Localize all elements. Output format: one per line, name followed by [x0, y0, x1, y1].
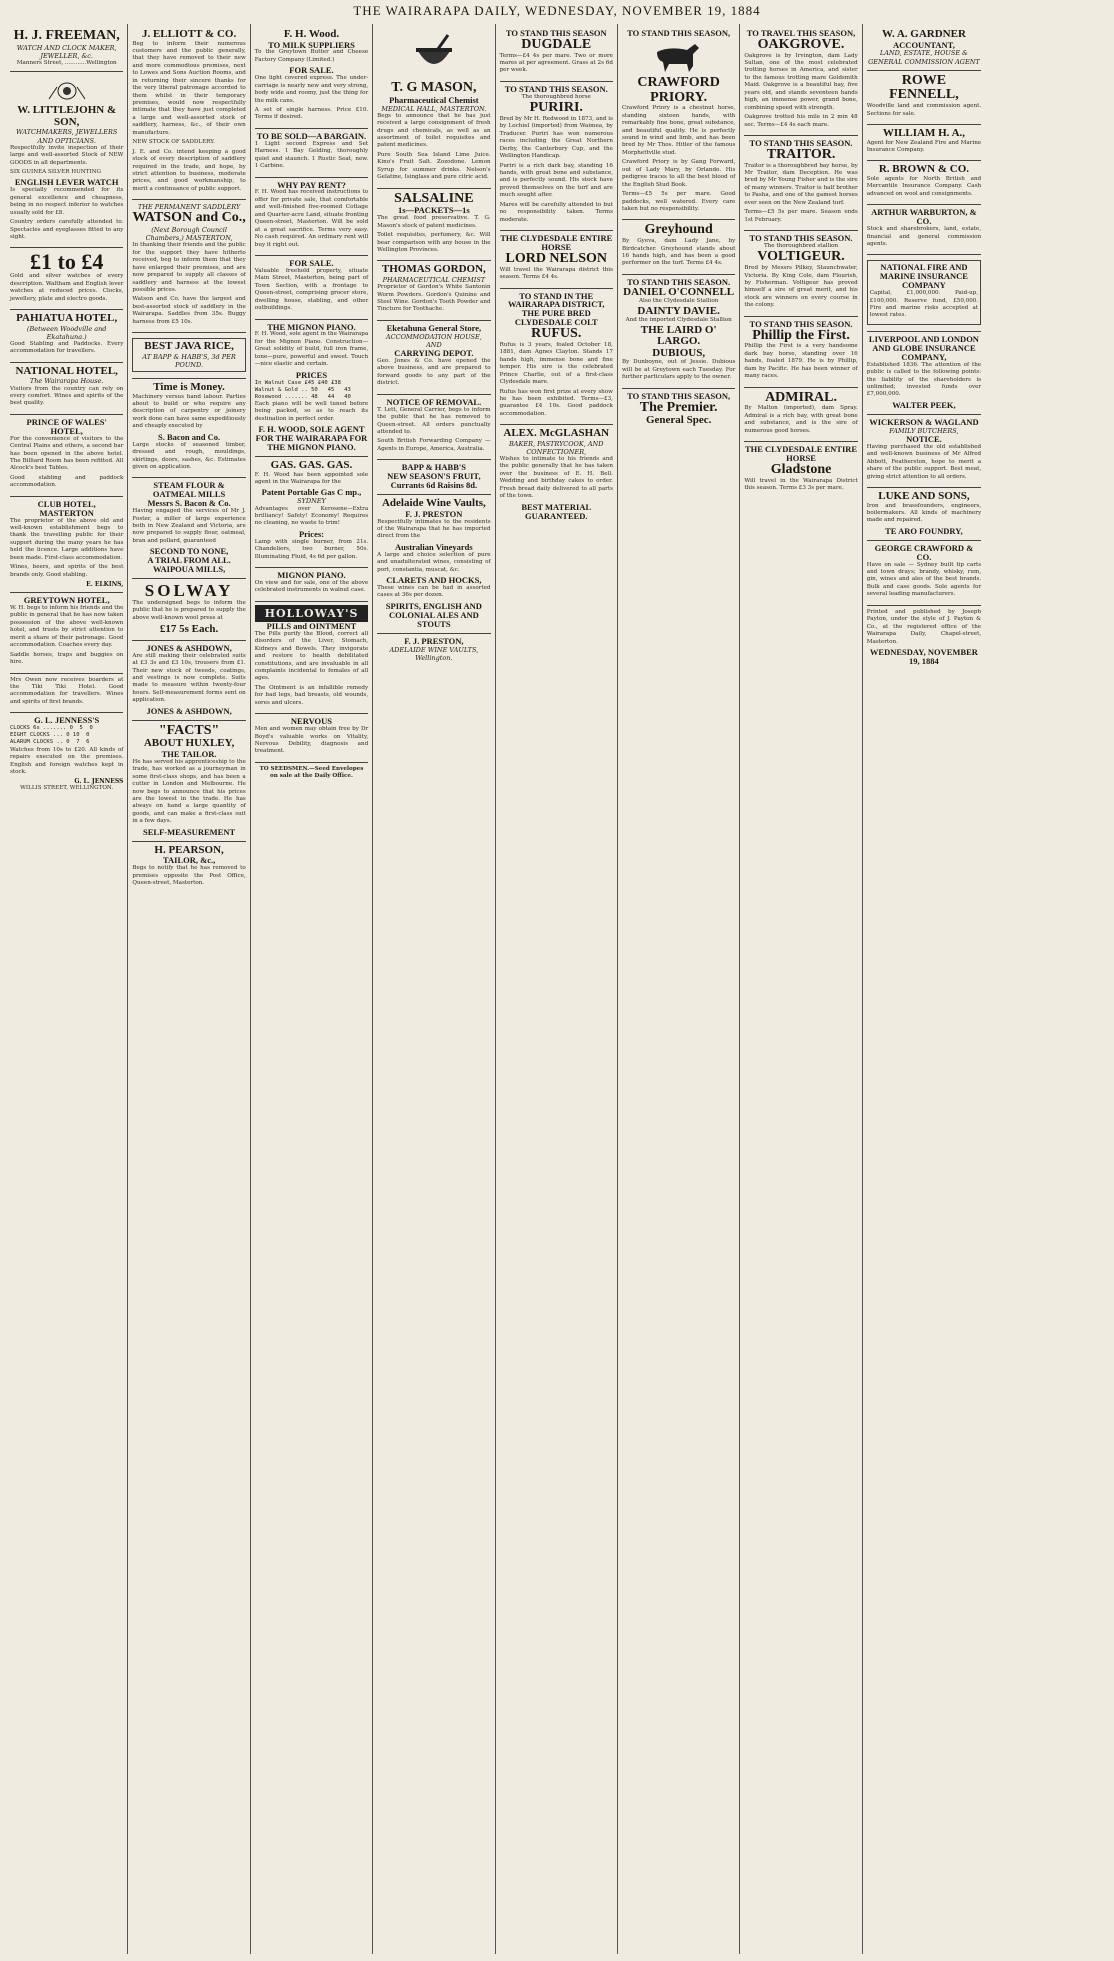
ad-mignon2: [255, 568, 368, 602]
ad-heading: CRAWFORD PRIORY.: [637, 74, 720, 105]
ad-heading: SELF-MEASUREMENT: [143, 826, 236, 837]
ad-body-text: TO SEEDSMEN.—Seed Envelopes on sale at the Daily Office.: [259, 765, 364, 780]
ad-body-text: F. H. Wood has been appointed sole agent in the Wairarapa for the: [254, 471, 369, 486]
ad-elliott: [132, 26, 245, 200]
ad-littlejohn: [10, 72, 123, 248]
ad-heading: WATSON and Co.,: [132, 210, 246, 226]
ad-adelaide: [377, 495, 490, 634]
ad-prince: [10, 415, 123, 497]
ad-heading: T. G MASON,: [391, 80, 477, 95]
ad-heading: PRICES: [295, 369, 328, 380]
ad-crawford-co: [867, 541, 981, 606]
ad-body-text: Good Stabling and Paddocks. Every accommodation for travellers.: [10, 341, 124, 355]
ad-body-text: Gold and silver watches of every description. Waltham and English lever watches at reduced prices. Clocks, jewellery, plate and electro goods.: [10, 273, 124, 302]
ad-brown: [867, 161, 981, 205]
ad-watson: [132, 200, 245, 333]
ad-subheading: FAMILY BUTCHERS,: [889, 426, 959, 435]
ad-body-text: The Pills purify the Blood, correct all disorders of the Liver, Stomach, Kidneys and Bowels. They invigorate and restore to health debilitated constitutions, and are invaluable in all complaints incidental to females of all ages. The Ointment is an infallible remedy for bad legs, bad breasts, old wounds, sores and ulcers.: [254, 630, 369, 706]
ad-body-text: Respectfully invite inspection of their large and well-assorted Stock of NEW GOODS in all departments. SIX GUINEA SILVER HUNTING: [10, 144, 124, 176]
ad-voltigeur: [744, 231, 857, 317]
ad-body-text: Sole agents for North British and Mercantile Insurance Company. Cash advanced on wool and consignments.: [866, 175, 982, 197]
ad-body-text: Large stocks of seasoned timber, dressed and rough, mouldings, skirtings, doors, sashes, &c. Estimates given on application.: [132, 441, 246, 470]
ad-gardner: [867, 26, 981, 71]
ad-heading: STEAM FLOUR & OATMEAL MILLS: [152, 480, 226, 500]
ad-subheading: WATCH AND CLOCK MAKER, JEWELLER, &c.: [16, 43, 117, 60]
ad-body-text: The undersigned begs to inform the public that he is prepared to supply the above well-known wool press at: [132, 599, 246, 621]
ad-heading: NEW SEASON'S FRUIT,: [387, 471, 481, 482]
ad-body-text: Men and women may obtain free by Dr Boyd's valuable works on Vitality, Nervous Debility, diagnosis and treatment.: [254, 726, 369, 755]
ad-heading: LORD NELSON: [505, 250, 608, 266]
ad-body-text: Agent for New Zealand Fire and Marine Insurance Company.: [866, 139, 982, 153]
ad-oakgrove: [744, 26, 857, 136]
ad-preston: [377, 634, 490, 666]
ad-gordon: [377, 261, 490, 320]
ad-body-text: By Dunboyne, out of Jessie. Dubious will be at Greytown each Tuesday. For further particulars apply to the owner.: [621, 359, 736, 381]
ad-heading: F. J. PRESTON: [405, 508, 463, 519]
ad-freeman: [10, 26, 123, 72]
ad-heading: RUFUS.: [531, 326, 582, 342]
ad-heading: TO STAND THIS SEASON.: [749, 233, 853, 244]
column-6: [618, 24, 740, 1954]
ad-body-text: Valuable freehold property, situate Main Street, Masterton, being part of Town Section, with a frontage to Queen-street, comprising grocer store, dwelling house, stabling, and other outbuildings.: [254, 267, 369, 312]
ad-heading: TO STAND THIS SEASON.: [627, 276, 731, 287]
ad-body-text: Iron and brassfounders, engineers, boilermakers. All kinds of machinery made and repaired.: [866, 502, 982, 524]
ad-body-text: By Malton (imported), dam Spray. Admiral is a rich bay, with great bone and substance, and is the sire of numerous good horses.: [744, 405, 858, 434]
ad-signature: E. ELKINS,: [86, 581, 124, 589]
ad-heading: LUKE AND SONS,: [878, 489, 970, 502]
ad-body-text: Oakgrove is by Irvington, dam Lady Sultan, one of the most celebrated trotting horses in America, and sister to the famous trotting mare Goldsmith Maid. Oakgrove is a beautiful bay, five years old, and stands seventeen hands high, an immense power, grand bone, combining speed with strength. Oakgrove trotted his mile in 2 min 48 sec. Terms—£4 4s each mare.: [744, 52, 858, 128]
price-table: In Walnut Case £45 £40 £38 Walnut & Gold .. 50 45 43 Rosewood ....... 48 44 40: [254, 379, 351, 400]
ad-heading: DANIEL O'CONNELL: [623, 285, 735, 298]
ad-body-text: Proprietor of Gordon's White Santonin Worm Powders. Gordon's Quinine and Steel Wine. Gordon's Tooth Powder and Tincture for Toothache.: [377, 284, 491, 313]
ad-heading: WALTER PEEK,: [892, 399, 956, 410]
ad-body-text: Will travel the Wairarapa district this season. Terms £4 4s.: [499, 266, 613, 281]
ad-body-text: Traitor is a thoroughbred bay horse, by Mr Traitor, dam Deception. He was bred by Mr Young Fisher and is the sire of many winners. Traitor is half brother to Pasha, and one of the gamest horses ever seen on the New Zealand turf. Terms—£5 5s per mare. Season ends 1st February.: [744, 162, 858, 223]
ad-greytown: [10, 593, 123, 673]
ad-body-text: Visitors from the country can rely on every comfort. Wines and spirits of the best quality.: [10, 385, 124, 407]
ad-heading: NERVOUS: [290, 716, 333, 727]
ad-body-text: Also the Clydesdale Stallion: [638, 298, 719, 305]
ad-subheading: MEDICAL HALL, MASTERTON.: [381, 104, 487, 113]
ad-kicker: THE PERMANENT SADDLERY: [137, 203, 241, 212]
ad-body-text: These wines can be had in assorted cases at 36s per dozen.: [377, 584, 491, 599]
columns: [6, 24, 1108, 1954]
ad-luke: [867, 488, 981, 541]
ad-heading: PAHIATUA HOTEL,: [16, 312, 118, 325]
ad-heading: F. H. Wood.: [283, 28, 340, 40]
ad-heading: BEST JAVA RICE,: [144, 340, 234, 353]
ad-rowe: [867, 71, 981, 125]
ad-heading: Australian Vineyards: [395, 541, 473, 552]
ad-club: [10, 497, 123, 593]
ad-heading: JONES & ASHDOWN,: [146, 705, 232, 716]
ad-heading: TO STAND THIS SEASON.: [749, 318, 853, 329]
ad-subheading: AT BAPP & HABB'S, 3d PER POUND.: [142, 352, 236, 369]
ad-body-text: Woodville land and commission agent. Sections for sale.: [866, 103, 982, 117]
price-list: CLOCKS 6s ....... 0 5 0 EIGHT CLOCKS ... 0 10 0 ALARUM CLOCKS .. 0 7 6: [10, 725, 93, 746]
ad-subheading: BAKER, PASTRYCOOK, AND CONFECTIONER,: [509, 439, 604, 456]
ad-body-text: Capital, £1,000,000. Paid-up, £100,000. Reserve fund, £50,000. Fire and marine risks accepted at lowest rates.: [869, 290, 979, 319]
ad-imprint: [867, 606, 981, 670]
ad-phillip: [744, 317, 857, 388]
ad-heading: Time is Money.: [153, 380, 225, 393]
ad-body-text: W. H. begs to inform his friends and the public in general that he has now taken possession of the above well-known hotel, and trusts by strict attention to merit a share of their patronage. Good accommodation. Coaches every day. Saddle horses, traps and buggies on hire.: [10, 605, 124, 666]
ad-holloway: [255, 602, 368, 714]
ad-heading: SECOND TO NONE,: [149, 546, 229, 557]
ad-heading: J. ELLIOTT & CO.: [141, 28, 237, 40]
ad-national-fire: [867, 255, 981, 332]
ad-heading: THOMAS GORDON,: [381, 263, 486, 276]
ad-signature: G. L. JENNESS: [74, 778, 124, 786]
ad-heading: ROWE FENNELL,: [889, 72, 959, 103]
ad-body-text: The thoroughbred stallion: [763, 243, 839, 250]
ad-heading: W. LITTLEJOHN & SON,: [17, 104, 117, 128]
ad-heading: DUBIOUS,: [652, 346, 706, 359]
ad-wickerson: [867, 415, 981, 488]
ad-body-text: To the Greytown Butter and Cheese Factory Company (Limited.): [254, 49, 369, 63]
column-8: [863, 24, 985, 1954]
ad-wood-milk: [255, 26, 368, 129]
ad-heading: Phillip the First.: [752, 327, 850, 343]
ad-body-text: On view and for sale, one of the above celebrated instruments in walnut case.: [254, 580, 369, 594]
column-2: [128, 24, 250, 1954]
ad-premier: [622, 389, 735, 431]
ad-heading: ARTHUR WARBURTON, & CO.: [871, 207, 977, 227]
ad-traitor: [744, 136, 857, 231]
ad-dugdale: [500, 26, 613, 82]
ad-rent: [255, 178, 368, 256]
ad-body-text: The thoroughbred horse: [521, 93, 591, 100]
ad-heading: F. J. PRESTON,: [404, 635, 464, 646]
ad-body-text: F. H. Wood, sole agent in the Wairarapa for the Mignon Piano. Construction—Great solidity of build, full iron frame, tone—pure, powerful and sweet. Touch—nice elastic and certain.: [254, 331, 369, 368]
ad-heading: ADMIRAL.: [765, 389, 838, 405]
ad-heading: FOR SALE.: [289, 257, 334, 268]
ad-waipoua: [132, 478, 245, 579]
ad-body-text: Is specially recommended for its general excellence and cheapness, being in no respect inferior to watches usually sold for £8. Country orders carefully attended to. Spectacles and eyeglasses fitted to any sight.: [10, 187, 124, 241]
ad-heading: LIVERPOOL AND LONDON AND GLOBE INSURANCE COMPANY,: [868, 333, 979, 362]
ad-heading: TO STAND THIS SEASON,: [627, 390, 731, 401]
ad-williams: [867, 125, 981, 161]
ad-heading: WICKERSON & WAGLAND: [869, 416, 979, 427]
ad-heading: ENGLISH LEVER WATCH: [14, 177, 119, 188]
ad-jenness: [10, 713, 123, 797]
ad-heading: Currants 6d Raisins 8d.: [390, 480, 478, 491]
ad-heading: "FACTS": [158, 722, 220, 738]
royal-arms-icon: [47, 79, 87, 101]
ad-heading: THE CLYDESDALE ENTIRE HORSE: [500, 233, 613, 253]
ad-heading: BAPP & HABB'S: [401, 462, 466, 473]
ad-heading: GAS. GAS. GAS.: [270, 459, 353, 472]
ad-heading: NATIONAL FIRE AND MARINE INSURANCE COMPANY: [879, 262, 968, 291]
ad-heading: WHY PAY RENT?: [277, 179, 346, 190]
ad-heading: ACCOUNTANT,: [893, 39, 955, 50]
ad-body-text: For the convenience of visitors to the Central Plains and others, a second bar has been opened in the above hotel. The Billiard Room has been refitted. All Alcock's best Tables. Good stabling and paddock accommodation.: [10, 435, 124, 489]
ad-subheading: WATCHMAKERS, JEWELLERS AND OPTICIANS.: [16, 128, 118, 145]
ad-heading: R. BROWN & CO.: [878, 163, 969, 176]
column-1: [6, 24, 128, 1954]
ad-heading: TO STAND THIS SEASON: [505, 28, 607, 38]
ad-eketahuna: [377, 321, 490, 395]
ad-body-text: And the imported Clydesdale Stallion: [625, 317, 732, 324]
ad-body-text: Respectfully intimates to the residents of the Wairarapa that he has imported direct from the: [377, 518, 491, 540]
column-5: [496, 24, 618, 1954]
ad-subheading: (Between Woodville and Ekatahuna.): [26, 324, 107, 341]
ad-subheading: (Next Borough Council Chambers,) MASTERTON,: [145, 226, 233, 243]
ad-heading: H. PEARSON,: [154, 843, 224, 856]
ad-heading: The Premier.: [639, 399, 718, 415]
ad-heading: CLUB HOTEL, MASTERTON: [37, 498, 96, 518]
ad-heading: Eketahuna General Store,: [386, 322, 482, 333]
ad-nervous: [255, 714, 368, 763]
ad-body-text: Are still making their celebrated suits at £3 3s and £3 10s, trousers from £1. Their new stock of tweeds, coatings, and vestings is now complete. Suits made to measure within twenty-four hours. Self-measurement forms sent on application.: [132, 652, 246, 704]
ad-subheading: The Wairarapa House.: [29, 377, 104, 386]
ad-body-text: Printed and published by Joseph Payton, under the style of J. Payton & Co., at the registered office of the Wairarapa Daily, Chapel-street, Masterton.: [866, 608, 982, 645]
ad-heading: THE MIGNON PIANO.: [267, 321, 356, 332]
ad-heading: Prices:: [298, 528, 324, 539]
ad-heading: Messrs S. Bacon & Co.: [147, 498, 231, 509]
ad-heading: TRAITOR.: [766, 146, 836, 162]
ad-body-text: Mrs Owen now receives boarders at the Tiki Tiki Hotel. Good accommodation for travellers. Wines and spirits of first brands.: [10, 676, 124, 705]
ad-heading: GEORGE CRAWFORD & CO.: [874, 542, 974, 562]
masthead: THE WAIRARAPA DAILY, WEDNESDAY, NOVEMBER 19, 1884: [353, 3, 761, 18]
ad-body-text: Stock and sharebrokers, land, estate, financial and general commission agents.: [866, 226, 982, 247]
ad-heading: TO BE SOLD—A BARGAIN.: [256, 130, 367, 141]
ad-heading: THE LAIRD O' LARGO.: [640, 323, 717, 348]
ad-seedsmen: [255, 763, 368, 785]
ad-mason: [377, 26, 490, 189]
ad-body-text: Bred by Mr H. Redwood in 1873, and is by Lochiel (imported) from Waimea, by Traducer. Puriri has won numerous races including the Great Northern Derby, the Canterbury Cup, and the Wellington Handicap. Puriri is a rich dark bay, standing 16 hands, with great bone and substance, and is perfectly sound. His stock have proved themselves on the turf and are much sought after. Mares will be carefully attended to but no responsibility taken. Terms moderate.: [499, 115, 613, 223]
ad-heading: Pharmaceutical Chemist: [389, 94, 479, 105]
ad-bargain: [255, 129, 368, 178]
ad-heading: G. L. JENNESS'S: [34, 715, 100, 726]
ad-liverpool: [867, 332, 981, 415]
ad-freehold: [255, 256, 368, 320]
ad-heading: Greyhound: [644, 222, 713, 238]
mortar-pestle-icon: [412, 33, 456, 77]
bordered-box: [867, 260, 981, 325]
ad-heading: THE TAILOR.: [161, 748, 217, 759]
ad-body-text: Established 1836. The attention of the public is called to the following points: the liability of the shareholders is unlimited; invested funds over £7,000,000.: [866, 361, 982, 398]
ad-heading: 1s—PACKETS—1s: [398, 205, 470, 216]
ad-solway: [132, 579, 245, 641]
ad-heading: CLARETS AND HOCKS,: [386, 575, 482, 586]
column-7: [740, 24, 862, 1954]
ad-body-text: The great food preservative. T. G. Mason's stock of patent medicines. Toilet requisites, perfumery, &c. Will bear comparison with any house in the Wellington Provinces.: [377, 215, 491, 254]
ad-subheading: PHARMACEUTICAL CHEMIST: [382, 276, 486, 285]
ad-heading: A TRIAL FROM ALL.: [147, 555, 231, 566]
ad-banner: HOLLOWAY'S: [255, 605, 368, 622]
column-3: [251, 24, 373, 1954]
ad-heading: General Spec.: [645, 414, 712, 427]
ad-heading: PILLS and OINTMENT: [266, 620, 357, 631]
ad-subheading: LAND, ESTATE, HOUSE & GENERAL COMMISSION AGENT: [868, 49, 980, 66]
ad-body-text: Begs to announce that he has just received a large consignment of fresh drugs and chemicals, as well as an assortment of toilet requisites and patent medicines. Pure South Sea Island Lime Juice. Kino's Fruit Salt. Zozodone. Lemon Syrup for summer drinks. Nelson's Gelatine, Isinglass and pure citric acid.: [377, 112, 491, 181]
ad-body-text: Begs to notify that he has removed to premises opposite the Post Office, Queen-street, Masterton.: [132, 865, 246, 887]
ad-warburton: [867, 205, 981, 255]
ad-heading: WAIPOUA MILLS,: [152, 564, 226, 575]
ad-jones: [132, 641, 245, 721]
column-4: [373, 24, 495, 1954]
ad-body-text: Phillip the First is a very handsome dark bay horse, standing over 16 hands, foaled 1879. He is by Phillip, dam by Pacific. He has been winner of many races.: [744, 343, 858, 380]
ad-greyhound: [622, 220, 735, 274]
ad-heading: Patent Portable Gas C mp.,: [261, 487, 362, 498]
ad-heading: NATIONAL HOTEL,: [15, 364, 118, 377]
ad-body-text: Geo. Jones & Co. have opened the above business, and are prepared to forward goods to any part of the district.: [377, 357, 491, 387]
ad-gladstone: [744, 442, 857, 498]
ad-body-text: A large and choice selection of pure and unadulterated wines, consisting of port, constantia, muscat, &c.: [377, 551, 491, 573]
ad-crawford: [622, 26, 735, 220]
ad-address: WILLIS STREET, WELLINGTON.: [20, 785, 114, 792]
ad-body-text: Crawford Priory is a chestnut horse, standing sixteen hands, with remarkably fine bone, great substance, and beautiful quality. He is perfectly sound in wind and limb, and has been bred by Mr Thos. Hitler of the famous Morphettville stud. Crawford Priory is by Gang Forward, out of Lady Mary, by Orlando. His pedigree traces to all the best blood of the English Stud Book. Terms—£5 5s per mare. Good paddocks, well watered. Every care taken but no responsibility.: [621, 105, 736, 212]
ad-body-text: Will travel in the Wairarapa District this season. Terms £3 3s per mare.: [744, 477, 858, 491]
ad-heading: DAINTY DAVIE.: [637, 304, 720, 317]
ad-body-text: Lamp with single burner, from 21s. Chandeliers, two burner, 50s. Illuminating Fluid, 4s 6d per gallon.: [254, 538, 369, 560]
ad-body-text: Have on sale — Sydney built tip carts and town drays; brandy, whisky, rum, gin, wines and ales of the best brands. Bulk and case goods. Sole agents for several leading manufacturers.: [866, 561, 982, 598]
ad-heading: WILLIAM H. A.,: [882, 126, 966, 139]
ad-body-text: Rufus is 3 years, foaled October 18, 1881, dam Agnes Clayton. Stands 17 hands high, immense bone and fine temper. His sire is the celebrated Prince Charlie, out of a first-class Clydesdale mare. Rufus has won first prize at every show he has been exhibited. Terms—£3, guarantee £4 10s. Good paddock accommodation.: [499, 341, 613, 417]
ad-daniel: [622, 275, 735, 389]
ad-body-text: F. H. Wood has received instructions to offer for private sale, that comfortable and well-finished five-roomed Cottage and Quarter-acre Land, situate fronting Queen-street, Masterton. Will be sold at a great sacrifice. Terms very easy. No cash required. An ordinary rent will buy it right out.: [254, 189, 369, 248]
ad-heading: TO STAND THIS SEASON.: [749, 137, 853, 148]
ad-address: Manners Street, ............Wellington: [16, 59, 117, 66]
ad-heading: FOR SALE.: [289, 65, 334, 76]
ad-java-rice: [132, 333, 245, 379]
horse-icon: [649, 40, 709, 74]
ad-tiki: [10, 674, 123, 714]
ad-pearson: [132, 842, 245, 894]
ad-body-text: One light covered express. The under-carriage is nearly new and very strong, body wide and roomy, just the thing for the milk cans. A set of single harness. Price £10. Terms if desired.: [254, 75, 369, 121]
ad-heading: Adelaide Wine Vaults,: [381, 497, 486, 510]
ad-body-text: Having engaged the services of Mr J. Foster, a miller of large experience both in New Zealand and Victoria, are now prepared to supply flour, oatmeal, bran and pollard, guaranteed: [132, 508, 246, 544]
ad-heading: PRINCE OF WALES' HOTEL,: [26, 416, 107, 436]
ad-heading: DUGDALE: [521, 36, 592, 52]
ad-heading: CARRYING DEPOT.: [394, 348, 474, 359]
ad-lord-nelson: [500, 231, 613, 288]
ad-pahiatua: [10, 310, 123, 363]
ad-heading: TAILOR, &c.,: [162, 855, 216, 866]
ad-heading: TO MILK SUPPLIERS: [268, 39, 355, 50]
ad-body-text: Beg to inform their numerous customers and the public generally, that they have removed to their new and more commodious premises, next to Lowes and Sons Auction Rooms, and in returning their sincere thanks for the very liberal patronage accorded to them whilst in their temporary premises, would now respectfully intimate that they have just completed a large and well-assorted stock of saddlery, harness, &c., of their own manufacture. NEW STOCK OF SADDLERY. J. E. and Co. intend keeping a good stock of every description of saddlery required in the trade, and hope, by strict attention to business, moderate prices, and good workmanship, to merit a continuance of public support.: [132, 40, 246, 192]
ad-puriri: [500, 82, 613, 231]
ad-heading: TO STAND IN THE WAIRARAPA DISTRICT, THE PURE BRED CLYDESDALE COLT: [508, 290, 605, 328]
ad-heading: NOTICE OF REMOVAL.: [386, 396, 482, 407]
ad-heading: THE CLYDESDALE ENTIRE HORSE: [744, 444, 858, 463]
ad-body-text: In thanking their friends and the public for the support they have hitherto received, beg to inform them that they have enlarged their premises, and are now prepared to supply all classes of saddlery and harness at the lowest possible prices. Watson and Co. have the largest and best-assorted stock of saddlery in the Wairarapa. Saddles from 35s. Buggy harness from £5 10s.: [132, 242, 246, 325]
ad-body-text: Machinery versus hand labour. Parties about to build or who require any description of carpentry or joinery work done can have same expeditiously and cheaply executed by: [132, 393, 246, 430]
ad-heading: F. H. WOOD, SOLE AGENT FOR THE WAIRARAPA FOR THE MIGNON PIANO.: [255, 424, 368, 453]
ad-body-text: Advantages over Kerosene—Extra brilliancy! Safety! Economy! Requires no cleaning, no waste to trim!: [254, 505, 369, 527]
ad-body-text: T. Lett, General Carrier, begs to inform the public that he has removed to Queen-street. All orders punctually attended to. South British Forwarding Company — Agents in Europe, America, Australia.: [377, 406, 491, 452]
ad-body-text: Watches from 10s to £20. All kinds of repairs executed on the premises. English and foreign watches kept in stock.: [10, 746, 124, 775]
ad-body-text: By Gyeva, dam Lady Jane, by Birdcatcher. Greyhound stands about 16 hands high, and has been a good performer on the turf. Terms £4 4s.: [621, 238, 736, 267]
ad-heading: TO STAND THIS SEASON,: [627, 28, 731, 38]
ad-body-text: Terms—£4 4s per mare. Two or more mares at per agreement. Grass at 2s 6d per week.: [499, 52, 613, 74]
ad-bapp: [377, 460, 490, 495]
ad-heading: W. A. GARDNER: [881, 28, 966, 40]
ad-body-text: Having purchased the old established and well-known business of Mr Alfred Abbott, Featherston, hope to merit a share of the public support. Best meat, giving strict attention to all orders.: [866, 443, 982, 480]
ad-admiral: [744, 388, 857, 442]
ad-heading: SALSALINE: [394, 190, 474, 206]
ad-heading: SPIRITS, ENGLISH AND COLONIAL ALES AND STOUTS: [385, 600, 482, 629]
ad-huxley: [132, 721, 245, 842]
ad-heading: TO STAND THIS SEASON.: [504, 83, 608, 94]
ad-heading: MIGNON PIANO.: [277, 570, 346, 581]
ad-mcglashan: [500, 425, 613, 524]
ad-heading: GREYTOWN HOTEL,: [23, 595, 110, 606]
ad-heading: TO TRAVEL THIS SEASON,: [746, 28, 856, 38]
ad-body-text: Each piano will be well tuned before being packed, so as to reach its destination in perfect order.: [254, 400, 369, 422]
ad-gold-watch: [10, 248, 123, 310]
ad-body-text: Bred by Messrs Pilkey, Staunchwater, Victoria. By King Cole, dam Flourish, by Fisherman. Voltigeur has proved himself a sire of great merit, and his stock are winners on every course in the colony.: [744, 265, 858, 309]
ad-mignon: [255, 320, 368, 458]
ad-body-text: Wishes to intimate to his friends and the public generally that he has taken over the business of E. H. Bell. Wedding and birthday cakes to order. Fresh bread daily delivered to all parts of the town.: [499, 456, 613, 500]
publication-date: WEDNESDAY, NOVEMBER 19, 1884: [869, 646, 978, 666]
ad-heading: NOTICE.: [906, 433, 942, 444]
ad-removal: [377, 395, 490, 461]
ad-heading: £17 5s Each.: [159, 623, 219, 636]
ad-heading: SOLWAY: [144, 581, 234, 601]
ad-heading: TE ARO FOUNDRY,: [885, 525, 963, 536]
ad-subheading: SYDNEY: [297, 497, 326, 506]
ad-body-text: He has served his apprenticeship to the trade, has worked as a journeyman in some first-class shops, and has been a cutter in London and Melbourne. He now begs to announce that his prices are the lowest in the trade. He has always on hand a large quantity of goods, and can make a first-class suit in a few days.: [132, 758, 246, 825]
ad-subheading: ACCOMMODATION HOUSE, AND: [385, 332, 482, 349]
ad-body-text: 1 Light second Express and Set Harness. 1 Bay Gelding, thoroughly quiet and staunch. 1 Rustic Seat, new. 1 Carbine.: [254, 140, 369, 170]
ad-gas: [255, 457, 368, 568]
ad-heading: ALEX. McGLASHAN: [503, 427, 610, 440]
bordered-box: [132, 338, 245, 372]
ad-subheading: ADELAIDE WINE VAULTS, Wellington.: [389, 645, 479, 662]
ad-salsaline: [377, 189, 490, 262]
price-display: £1 to £4: [30, 249, 104, 275]
ad-heading: S. Bacon and Co.: [158, 431, 221, 442]
ad-heading: PURIRI.: [529, 100, 583, 116]
ad-national: [10, 363, 123, 415]
ad-heading: BEST MATERIAL GUARANTEED.: [521, 501, 592, 521]
ad-bacon: [132, 379, 245, 478]
ad-heading: ABOUT HUXLEY,: [143, 737, 235, 750]
ad-rufus: [500, 289, 613, 426]
ad-body-text: The proprietor of the above old and well-known establishment begs to thank the travelling public for their support during the many years he has held the licence. Large additions have been made. First-class accommodation. Wines, beers, and spirits of the best brands only. Good stabling.: [10, 517, 124, 578]
ad-heading: Gladstone: [770, 461, 832, 477]
ad-heading: OAKGROVE.: [757, 36, 845, 52]
ad-heading: VOLTIGEUR.: [757, 249, 845, 265]
ad-heading: JONES & ASHDOWN,: [146, 642, 232, 653]
ad-heading: H. J. FREEMAN,: [13, 28, 120, 43]
